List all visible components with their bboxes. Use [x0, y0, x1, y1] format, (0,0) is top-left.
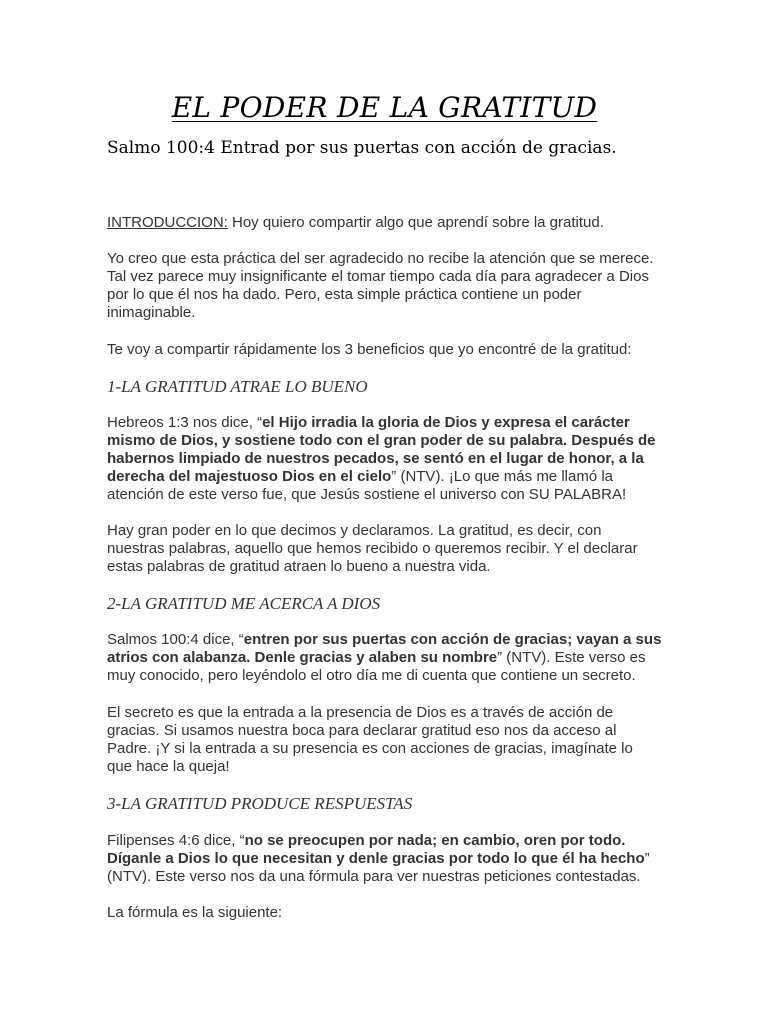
p3-pre: Hebreos 1:3 nos dice, “: [107, 414, 263, 431]
paragraph-5: [107, 631, 662, 685]
p7-pre: Filipenses 4:6 dice, “: [107, 832, 245, 849]
heading-3: 3-LA GRATITUD PRODUCE RESPUESTAS: [107, 794, 413, 813]
p3-post: ” (NTV). ¡Lo que más me llamó la atención de este verso fue, que Jesús sostiene el universo con SU PALABRA!: [107, 468, 627, 503]
intro-paragraph: [107, 214, 662, 232]
intro-text: Hoy quiero compartir algo que aprendí sobre la gratitud.: [227, 214, 604, 231]
heading-2: 2-LA GRATITUD ME ACERCA A DIOS: [107, 594, 381, 613]
p5-pre: Salmos 100:4 dice, “: [107, 631, 244, 648]
page-title: EL PODER DE LA GRATITUD: [171, 91, 598, 124]
heading-1: 1-LA GRATITUD ATRAE LO BUENO: [107, 377, 368, 396]
p5-post: ” (NTV). Este verso es muy conocido, pero leyéndolo el otro día me di cuenta que contiene un secreto.: [107, 649, 646, 684]
paragraph-6: El secreto es que la entrada a la presencia de Dios es a través de acción de gracias. Si usamos nuestra boca para declarar gratitud eso nos da acceso al Padre. ¡Y si la entrada a su presencia es con acciones de gracias, imagínate lo que hace la queja!: [107, 704, 633, 775]
p7-quote: no se preocupen por nada; en cambio, oren por todo. Díganle a Dios lo que necesitan y denle gracias por todo lo que él ha hecho: [107, 832, 645, 867]
p3-quote: el Hijo irradia la gloria de Dios y expresa el carácter mismo de Dios, y sostiene todo con el gran poder de su palabra. Después de habernos limpiado de nuestros pecados, se sentó en el lugar de honor, a la derecha del majestuoso Dios en el cielo: [107, 414, 656, 485]
p5-quote: entren por sus puertas con acción de gracias; vayan a sus atrios con alabanza. Denle gracias y alaben su nombre: [107, 631, 662, 666]
intro-label: INTRODUCCION:: [107, 214, 228, 231]
paragraph-4: Hay gran poder en lo que decimos y declaramos. La gratitud, es decir, con nuestras palabras, aquello que hemos recibido o queremos recibir. Y el declarar estas palabras de gratitud atraen lo bueno a nuestra vida.: [107, 522, 638, 575]
subtitle-verse: Salmo 100:4 Entrad por sus puertas con acción de gracias.: [107, 138, 617, 158]
paragraph-7: [107, 832, 662, 886]
paragraph-2: Te voy a compartir rápidamente los 3 beneficios que yo encontré de la gratitud:: [107, 341, 632, 358]
paragraph-3: [107, 414, 662, 504]
paragraph-1: Yo creo que esta práctica del ser agradecido no recibe la atención que se merece. Tal vez parece muy insignificante el tomar tiempo cada día para agradecer a Dios por lo que él nos ha dado. Pero, esta simple práctica contiene un poder inimaginable.: [107, 250, 654, 321]
p7-post: ” (NTV). Este verso nos da una fórmula para ver nuestras peticiones contestadas.: [107, 850, 650, 885]
paragraph-8: La fórmula es la siguiente:: [107, 904, 283, 921]
